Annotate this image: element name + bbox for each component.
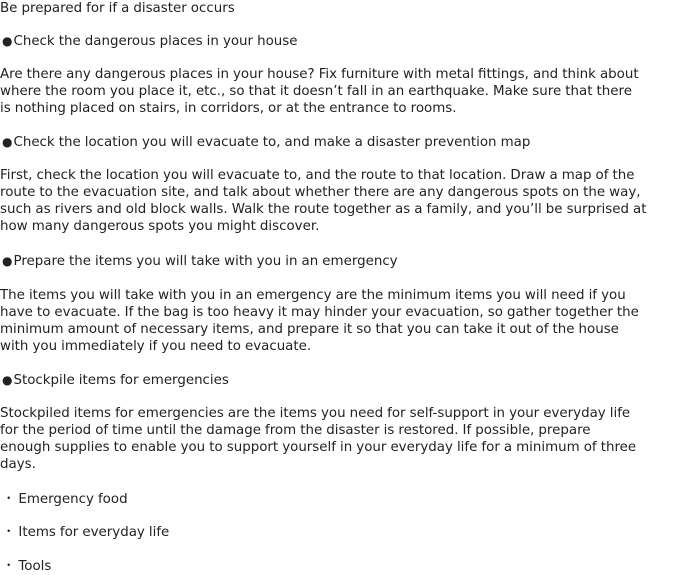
page-title: Be prepared for if a disaster occurs: [0, 1, 235, 16]
paragraph-line: such as rivers and old block walls. Walk the route together as a family, and you’ll be surprised at: [0, 202, 647, 217]
section-heading-label: Prepare the items you will take with you in an emergency: [13, 254, 398, 269]
section-heading-label: Check the location you will evacuate to, and make a disaster prevention map: [13, 135, 531, 150]
section-heading-stockpile: [0, 372, 229, 389]
list-item-label: Items for everyday life: [18, 525, 170, 540]
section-paragraph-evacuation-map: [0, 167, 700, 235]
paragraph-line: where the room you place it, etc., so that it doesn’t fall in an earthquake. Make sure that there: [0, 84, 632, 99]
paragraph-line: how many dangerous spots you might discover.: [0, 219, 320, 234]
paragraph-line: route to the evacuation site, and talk about whether there are any dangerous spots on the way,: [0, 185, 641, 200]
paragraph-line: Are there any dangerous places in your house? Fix furniture with metal fittings, and think about: [0, 67, 639, 82]
paragraph-line: The items you will take with you in an emergency are the minimum items you will need if you: [0, 288, 626, 303]
list-item-emergency-food: [0, 491, 128, 508]
item-bullet-icon: ・: [2, 525, 16, 540]
section-heading-emergency-items: [0, 253, 398, 270]
paragraph-line: minimum amount of necessary items, and prepare it so that you can take it out of the house: [0, 322, 619, 337]
bullet-icon: ●: [2, 34, 13, 48]
bullet-icon: ●: [2, 135, 13, 149]
section-paragraph-stockpile: [0, 405, 700, 473]
list-item-tools: [0, 558, 51, 575]
bullet-icon: ●: [2, 373, 13, 387]
section-paragraph-dangerous-places: [0, 66, 700, 117]
paragraph-line: is nothing placed on stairs, in corridors, or at the entrance to rooms.: [0, 101, 457, 116]
paragraph-line: days.: [0, 457, 36, 472]
paragraph-line: with you immediately if you need to evacuate.: [0, 339, 312, 354]
paragraph-line: Stockpiled items for emergencies are the items you need for self-support in your everyday life: [0, 406, 631, 421]
list-item-label: Tools: [18, 559, 52, 574]
section-heading-evacuation-map: [0, 134, 530, 151]
bullet-icon: ●: [2, 254, 13, 268]
section-heading-label: Stockpile items for emergencies: [13, 373, 229, 388]
item-bullet-icon: ・: [2, 492, 16, 507]
section-heading-dangerous-places: [0, 33, 298, 50]
paragraph-line: First, check the location you will evacuate to, and the route to that location. Draw a map of the: [0, 168, 635, 183]
paragraph-line: enough supplies to enable you to support yourself in your everyday life for a minimum of three: [0, 440, 637, 455]
section-paragraph-emergency-items: [0, 287, 700, 355]
item-bullet-icon: ・: [2, 559, 16, 574]
section-heading-label: Check the dangerous places in your house: [13, 34, 298, 49]
list-item-label: Emergency food: [18, 492, 128, 507]
paragraph-line: for the period of time until the damage from the disaster is restored. If possible, prepare: [0, 423, 591, 438]
paragraph-line: have to evacuate. If the bag is too heavy it may hinder your evacuation, so gather together the: [0, 305, 639, 320]
list-item-everyday-life: [0, 524, 169, 541]
